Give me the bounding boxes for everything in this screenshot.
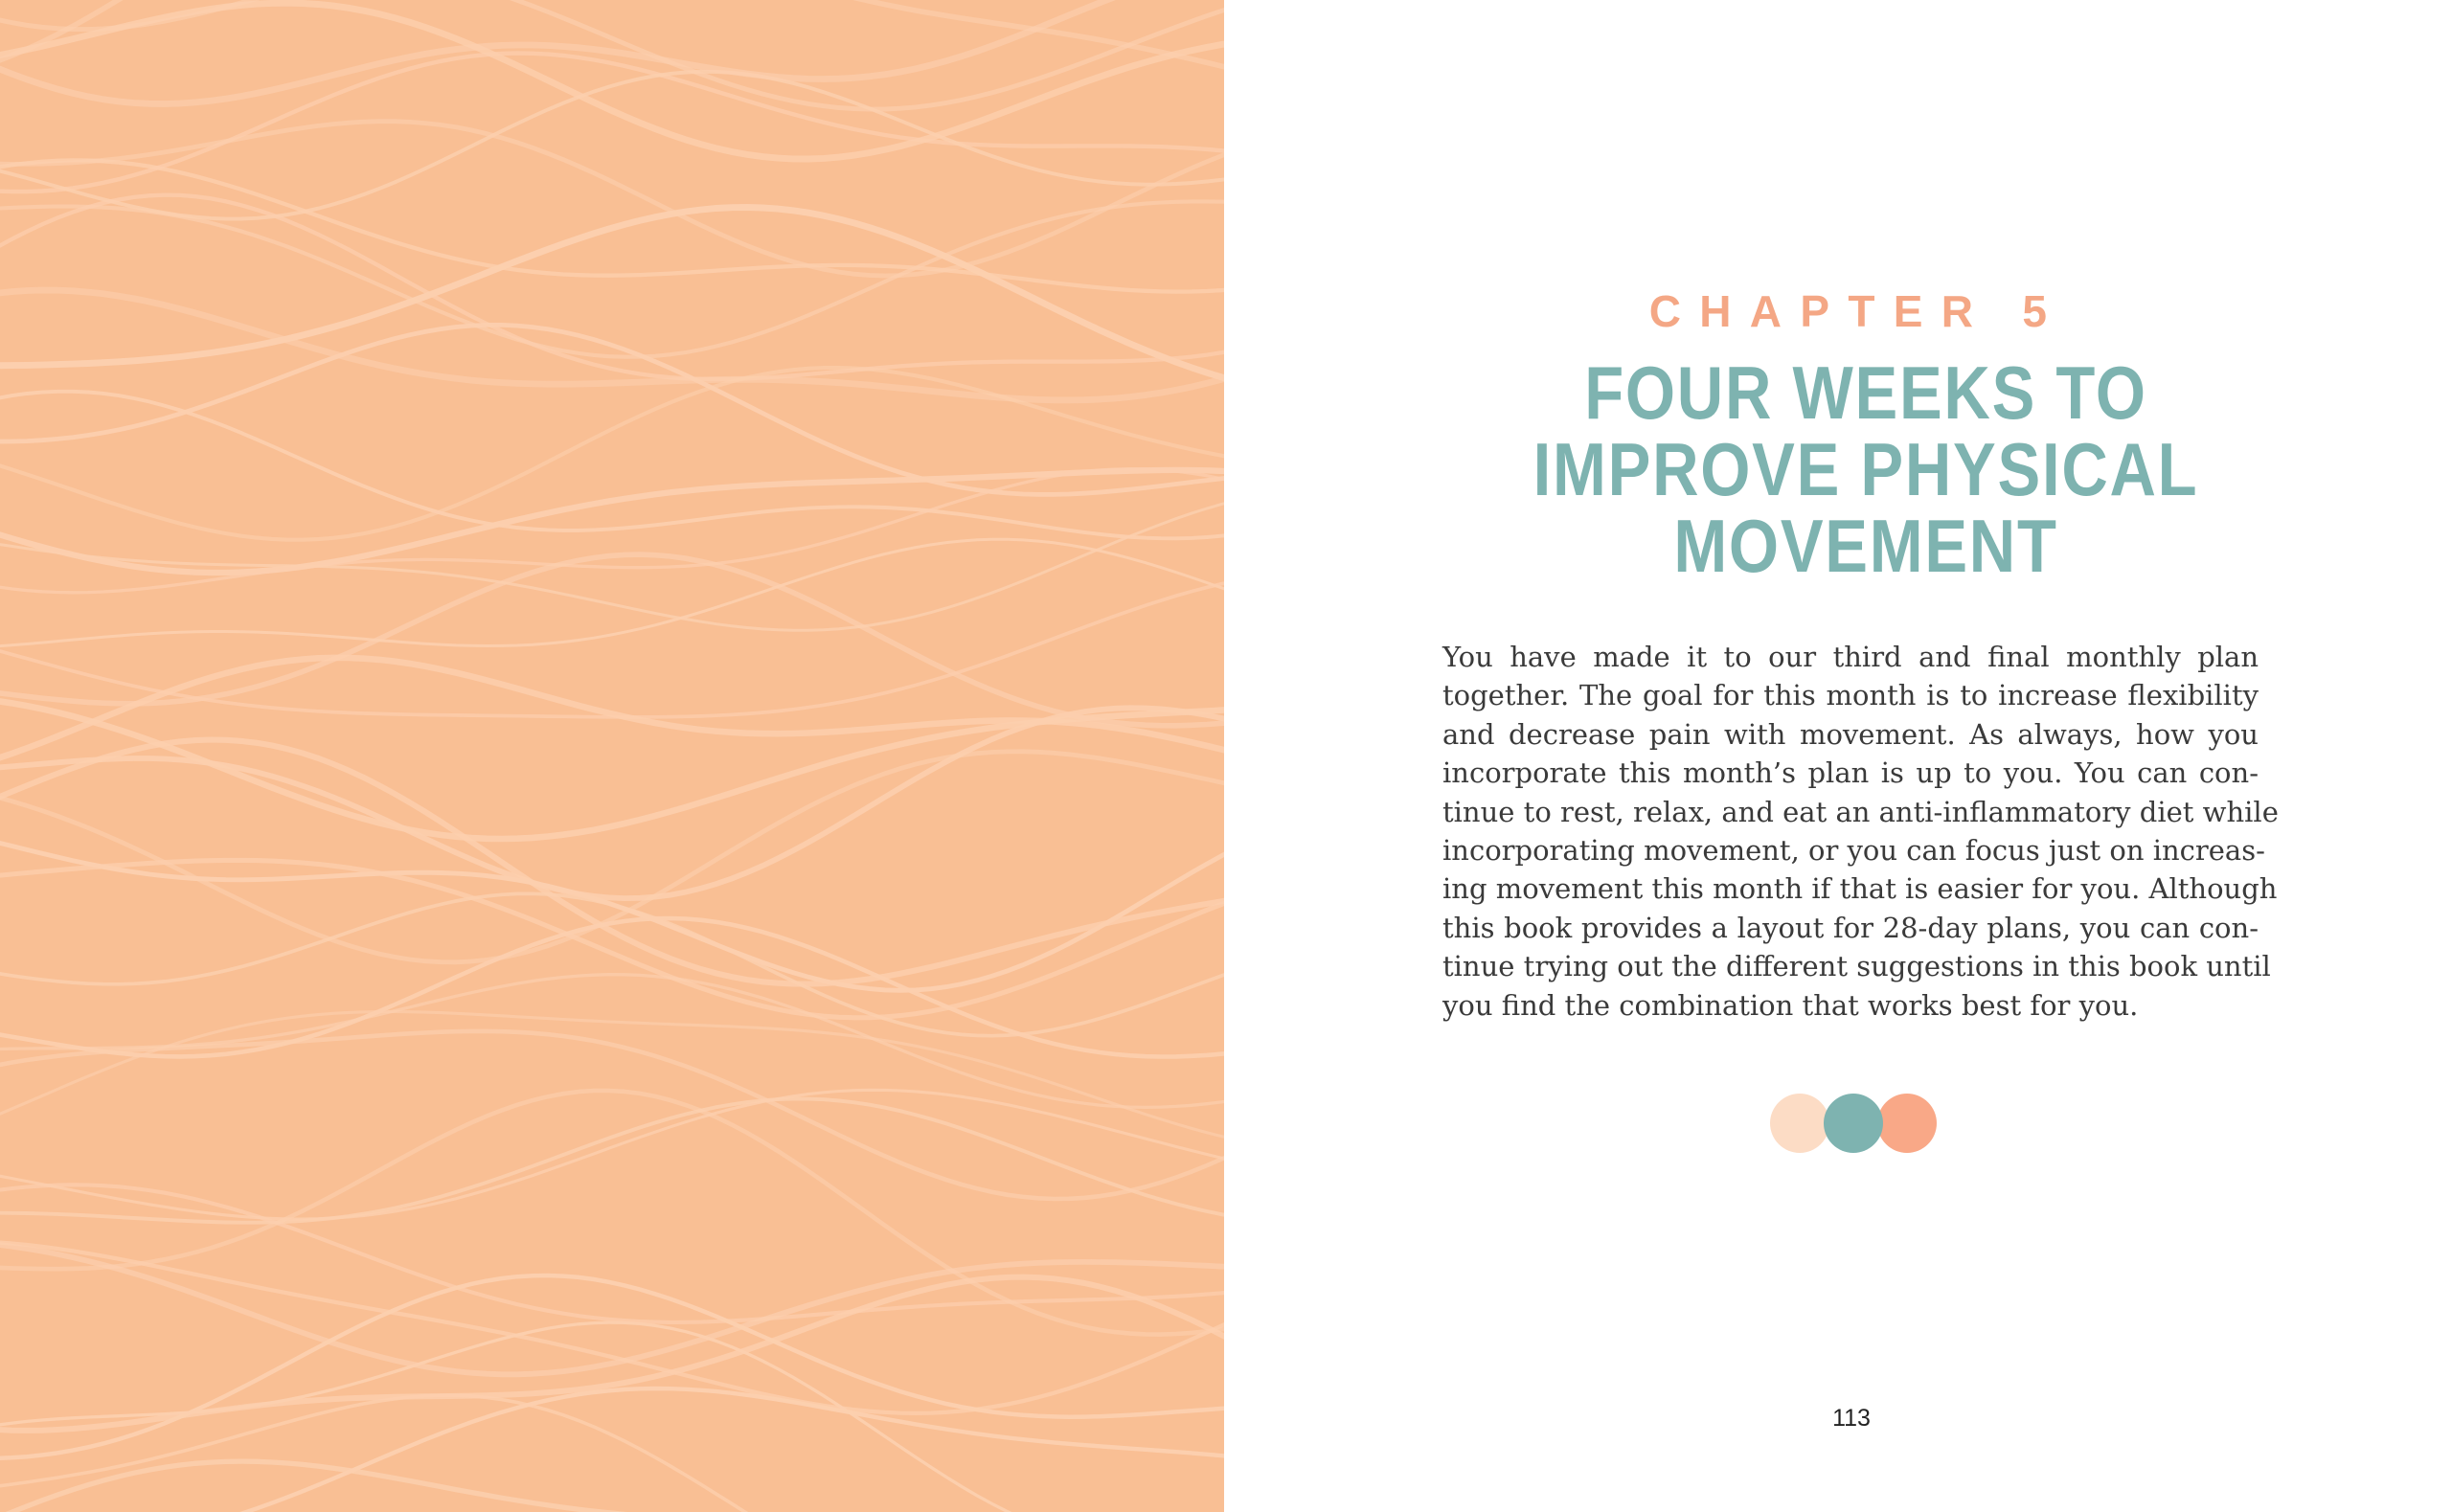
peach-circle-icon xyxy=(1877,1094,1937,1153)
chapter-title xyxy=(1528,350,2203,588)
body-line: tinue to rest, relax, and eat an anti-inflammatory diet while xyxy=(1442,795,2279,828)
body-line: tinue trying out the different suggestions in this book until xyxy=(1442,950,2271,983)
chapter-title-line: IMPROVE PHYSICAL xyxy=(1532,427,2199,511)
three-circles-icon xyxy=(1770,1094,1942,1153)
body-line: ing movement this month if that is easier for you. Although xyxy=(1442,872,2278,906)
body-line: You have made it to our third and final monthly plan xyxy=(1442,641,2259,673)
right-page xyxy=(1224,0,2452,1512)
wave-pattern-panel xyxy=(0,0,1224,1512)
teal-circle-icon xyxy=(1824,1094,1883,1153)
page-number: 113 xyxy=(1832,1405,1871,1432)
light-peach-circle-icon xyxy=(1770,1094,1829,1153)
chapter-label: CHAPTER 5 xyxy=(1648,286,2066,336)
body-line: and decrease pain with movement. As always, how you xyxy=(1442,717,2259,751)
body-line: incorporate this month’s plan is up to you. You can con- xyxy=(1442,756,2259,790)
chapter-title-line: FOUR WEEKS TO xyxy=(1584,350,2147,435)
chapter-title-line: MOVEMENT xyxy=(1673,504,2058,588)
body-line: incorporating movement, or you can focus just on increas- xyxy=(1442,834,2265,868)
body-paragraph xyxy=(1442,638,2279,1025)
body-line: you find the combination that works best for you. xyxy=(1442,988,2139,1022)
wave-pattern-icon xyxy=(0,0,1224,1512)
body-line: this book provides a layout for 28-day plans, you can con- xyxy=(1442,911,2259,944)
body-line: together. The goal for this month is to increase flexibility xyxy=(1442,679,2259,712)
